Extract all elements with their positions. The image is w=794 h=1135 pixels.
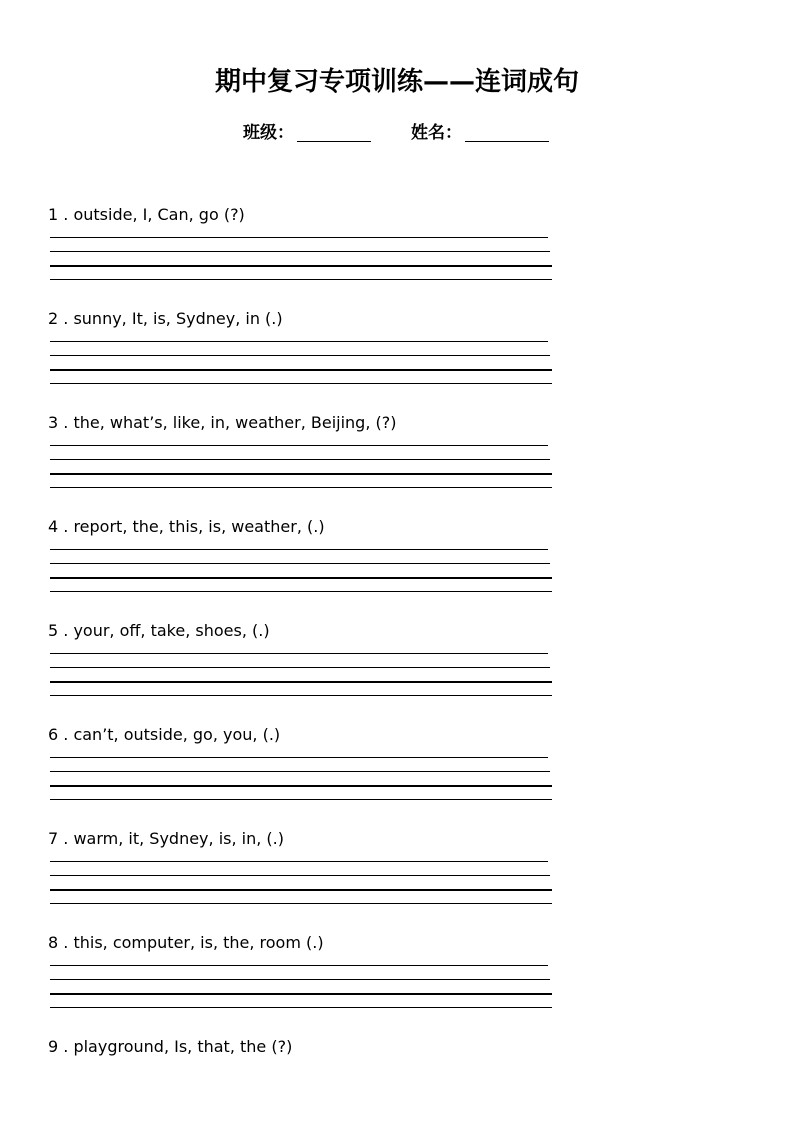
question-prompt [48, 1035, 292, 1059]
question-words: can’t, outside, go, you, (.) [73, 725, 281, 744]
answer-line[interactable] [50, 1007, 552, 1008]
page-title: 期中复习专项训练——连词成句 [214, 67, 579, 97]
question-prompt [48, 827, 284, 851]
answer-line[interactable] [50, 861, 548, 862]
question-prompt [48, 723, 280, 747]
answer-line[interactable] [50, 965, 548, 966]
question-words: your, off, take, shoes, (.) [73, 621, 270, 640]
question-item [48, 203, 568, 303]
question-number: 9 . [48, 1037, 69, 1056]
question-item [48, 827, 568, 927]
question-number: 8 . [48, 933, 69, 952]
question-item [48, 1035, 568, 1135]
class-blank[interactable] [297, 121, 371, 142]
question-prompt [48, 515, 325, 539]
question-words: outside, I, Can, go (?) [73, 205, 245, 224]
question-words: this, computer, is, the, room (.) [73, 933, 324, 952]
name-field [411, 120, 549, 146]
answer-line[interactable] [50, 383, 552, 384]
answer-line[interactable] [50, 445, 548, 446]
question-number: 6 . [48, 725, 69, 744]
answer-line[interactable] [50, 979, 550, 980]
answer-line[interactable] [50, 279, 552, 280]
question-number: 1 . [48, 205, 69, 224]
question-number: 4 . [48, 517, 69, 536]
answer-line[interactable] [50, 889, 552, 891]
answer-line[interactable] [50, 487, 552, 488]
question-item [48, 931, 568, 1031]
answer-line[interactable] [50, 681, 552, 683]
question-item [48, 411, 568, 511]
question-number: 3 . [48, 413, 69, 432]
question-words: report, the, this, is, weather, (.) [73, 517, 325, 536]
class-label: 班级： [243, 123, 294, 143]
answer-line[interactable] [50, 591, 552, 592]
answer-line[interactable] [50, 757, 548, 758]
question-prompt [48, 931, 324, 955]
answer-line[interactable] [50, 473, 552, 475]
question-prompt [48, 411, 396, 435]
answer-line[interactable] [50, 355, 550, 356]
answer-line[interactable] [50, 563, 550, 564]
question-item [48, 619, 568, 719]
answer-line[interactable] [50, 251, 550, 252]
answer-line[interactable] [50, 903, 552, 904]
question-words: playground, Is, that, the (?) [73, 1037, 293, 1056]
answer-line[interactable] [50, 993, 552, 995]
question-words: the, what’s, like, in, weather, Beijing, (?) [73, 413, 397, 432]
answer-line[interactable] [50, 369, 552, 371]
answer-line[interactable] [50, 549, 548, 550]
class-field [243, 120, 371, 146]
student-info-row [0, 120, 794, 146]
answer-line[interactable] [50, 667, 550, 668]
answer-line[interactable] [50, 237, 548, 238]
question-prompt [48, 307, 283, 331]
question-item [48, 515, 568, 615]
question-number: 2 . [48, 309, 69, 328]
answer-line[interactable] [50, 341, 548, 342]
name-label: 姓名： [411, 123, 462, 143]
name-blank[interactable] [465, 121, 549, 142]
question-item [48, 307, 568, 407]
question-number: 5 . [48, 621, 69, 640]
question-prompt [48, 203, 245, 227]
question-prompt [48, 619, 270, 643]
question-words: warm, it, Sydney, is, in, (.) [73, 829, 284, 848]
answer-line[interactable] [50, 785, 552, 787]
answer-line[interactable] [50, 653, 548, 654]
answer-line[interactable] [50, 875, 550, 876]
answer-line[interactable] [50, 265, 552, 267]
answer-line[interactable] [50, 577, 552, 579]
question-words: sunny, It, is, Sydney, in (.) [73, 309, 283, 328]
question-item [48, 723, 568, 823]
question-number: 7 . [48, 829, 69, 848]
answer-line[interactable] [50, 459, 550, 460]
answer-line[interactable] [50, 799, 552, 800]
answer-line[interactable] [50, 695, 552, 696]
answer-line[interactable] [50, 771, 550, 772]
